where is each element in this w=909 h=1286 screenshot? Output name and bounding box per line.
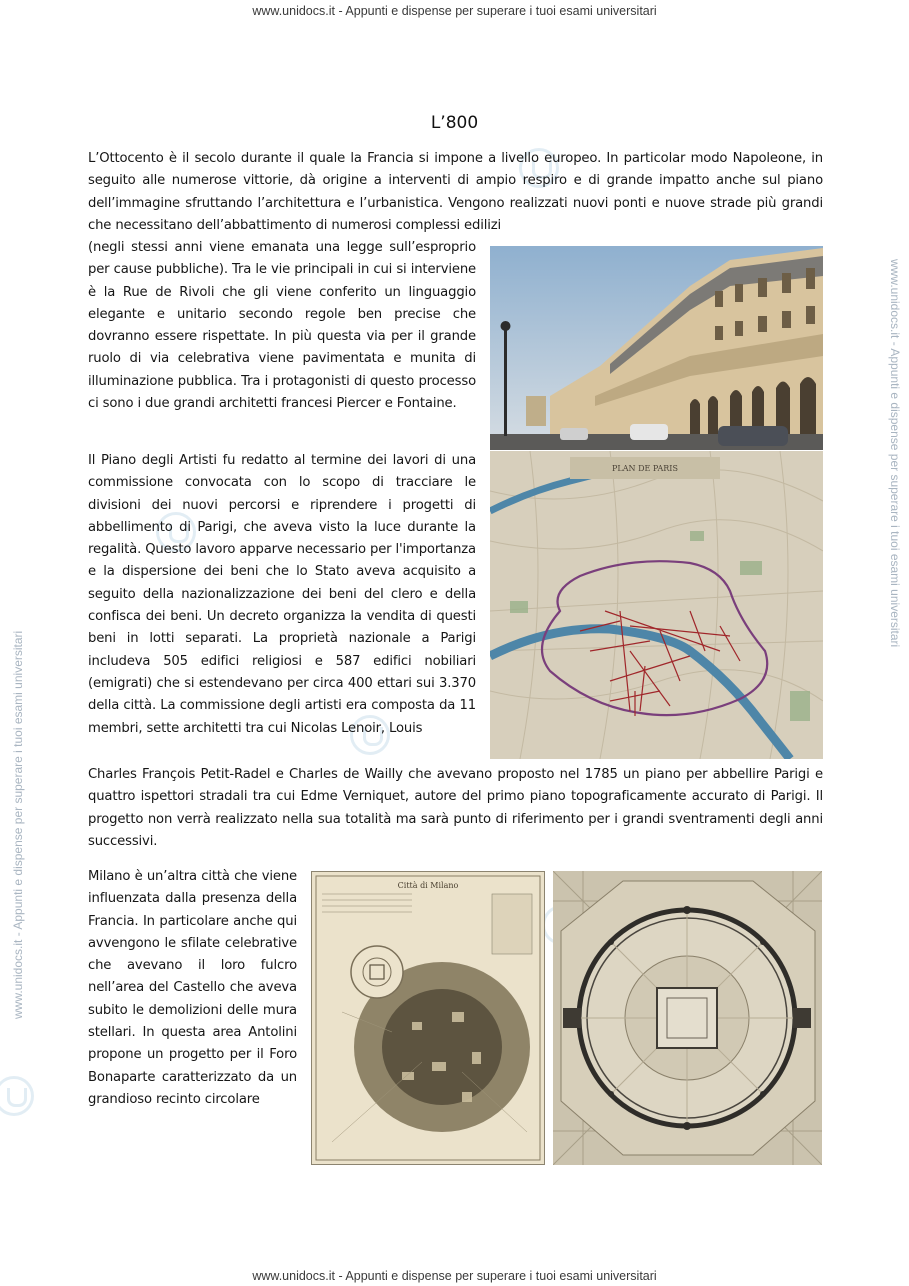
page-title: L’800 (430, 113, 479, 133)
plan-de-paris-map (490, 451, 823, 759)
citta-di-milano-map (311, 871, 545, 1165)
map-milano-caption: Città di Milano (397, 881, 459, 890)
map-paris-caption: PLAN DE PARIS (612, 464, 678, 473)
paragraph-rue-de-rivoli: (negli stessi anni viene emanata una legge sull’esproprio per cause pubbliche). Tra le vie principali in cui si interviene è la Rue de Rivoli che gli viene conferito un linguaggio elegante e unitario secondo regole ben precise che dovranno essere rispettate. In più questa via per il grande ruolo di via celebrativa viene pavimentata e munita di illuminazione pubblica. Tra i protagonisti di questo processo ci sono i due grandi architetti francesi Piercer e Fontaine. (88, 240, 476, 412)
rue-de-rivoli-photo (490, 246, 823, 450)
side-watermark-right: www.unidocs.it - Appunti e dispense per superare i tuoi esami universitari (888, 259, 902, 648)
header-banner: www.unidocs.it - Appunti e dispense per superare i tuoi esami universitari (252, 4, 657, 18)
foro-bonaparte-plan (553, 871, 822, 1165)
paragraph-ottocento-intro: L’Ottocento è il secolo durante il quale la Francia si impone a livello europeo. In particolar modo Napoleone, in seguito alle numerose vittorie, dà origine a interventi di ampio respiro e di grande impatto anche sul piano dell’immagine sfruttando l’architettura e l’urbanistica. Vengono realizzati nuovi ponti e nuove strade più grandi che necessitano dell’abbattimento di numerosi complessi edilizi (88, 151, 823, 233)
paragraph-piano-degli-artisti-continued: Charles François Petit-Radel e Charles de Wailly che avevano proposto nel 1785 un piano per abbellire Parigi e quattro ispettori stradali tra cui Edme Verniquet, autore del primo piano topograficamente accurato di Parigi. Il progetto non verrà realizzato nella sua totalità ma sarà punto di riferimento per i grandi sventramenti degli anni successivi. (88, 767, 823, 849)
paragraph-piano-degli-artisti: Il Piano degli Artisti fu redatto al termine dei lavori di una commissione convocata con lo scopo di tracciare le divisioni dei nuovi percorsi e riprendere i progetti di abbellimento di Parigi, che aveva visto la luce durante la regalità. Questo lavoro apparve necessario per l'importanza e la dispersione dei beni che lo Stato aveva acquisito a seguito della nazionalizzazione dei beni del clero e della confisca dei beni. Un decreto organizza la vendita di questi beni in lotti separati. La proprietà nazionale a Parigi includeva 505 edifici religiosi e 587 edifici nobiliari (emigrati) che si estendevano per circa 400 ettari sui 3.370 della città. La commissione degli artisti era composta da 11 membri, sette architetti tra cui Nicolas Lenoir, Louis (88, 453, 476, 736)
side-watermark-left: www.unidocs.it - Appunti e dispense per superare i tuoi esami universitari (11, 630, 25, 1019)
paragraph-milano: Milano è un’altra città che viene influenzata dalla presenza della Francia. In particolare anche qui avvengono le sfilate celebrative che avevano il loro fulcro nell’area del Castello che aveva subito le demolizioni delle mura stellari. In questa area Antolini propone un progetto per il Foro Bonaparte caratterizzato da un grandioso recinto circolare (88, 869, 297, 1107)
watermark-logo-icon (0, 1076, 34, 1116)
footer-banner: www.unidocs.it - Appunti e dispense per superare i tuoi esami universitari (252, 1269, 657, 1283)
